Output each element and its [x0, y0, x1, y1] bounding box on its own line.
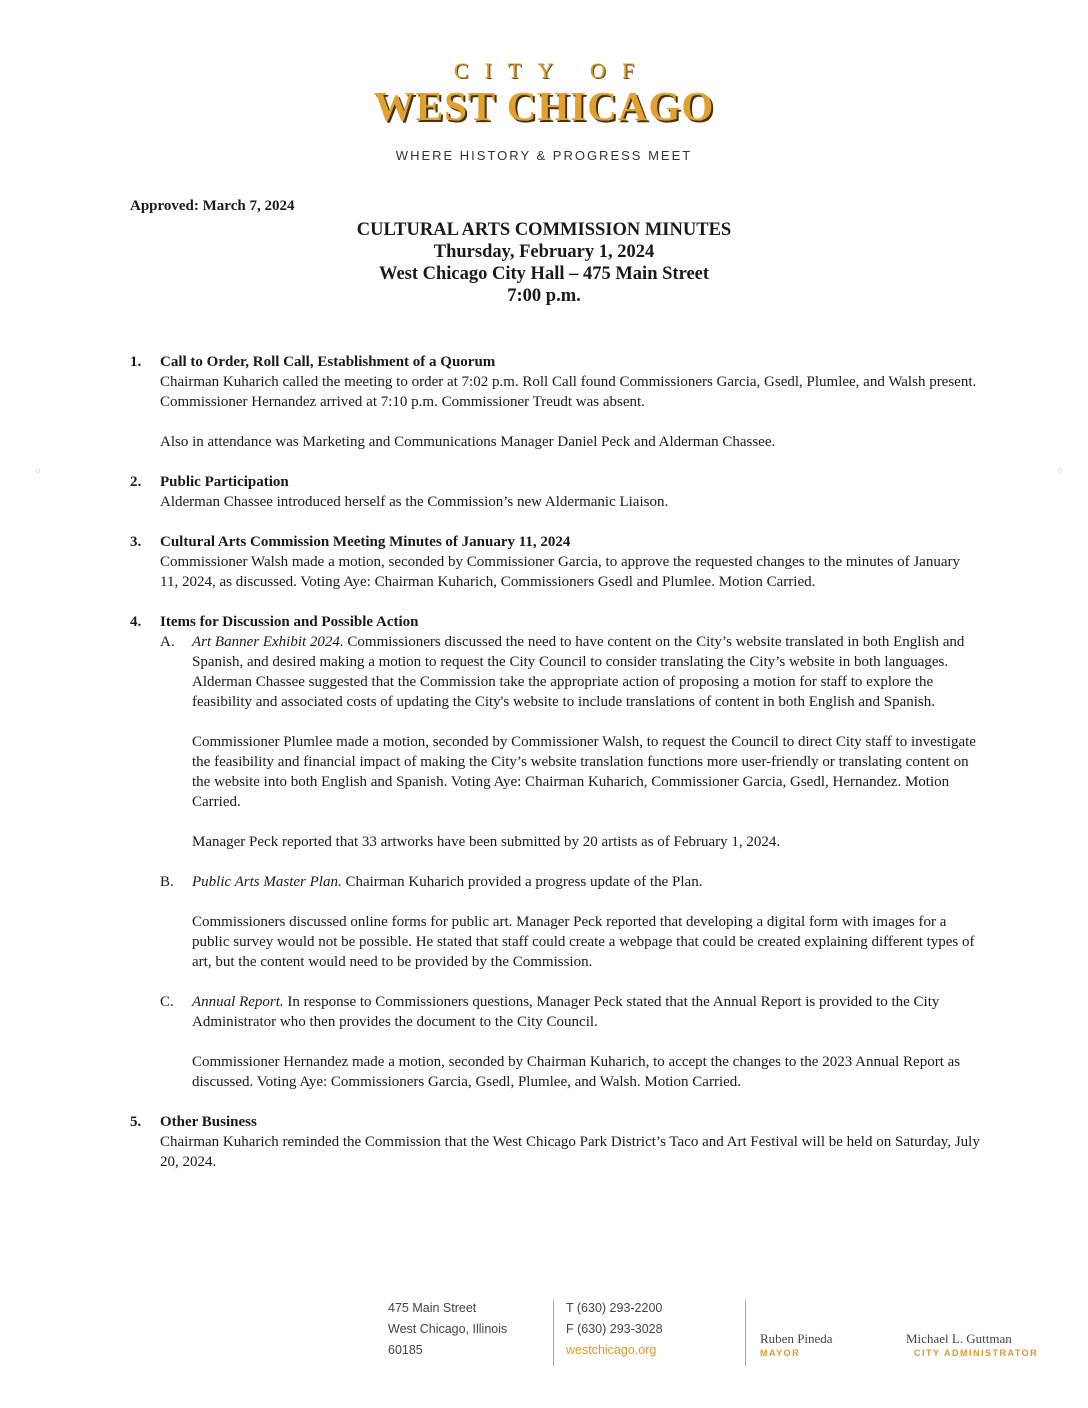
footer-address [388, 1298, 507, 1361]
section-title: Call to Order, Roll Call, Establishment of a Quorum [160, 354, 496, 370]
item-paragraph [192, 872, 980, 892]
section-number: 3. [130, 534, 142, 550]
section-call-to-order [130, 352, 980, 452]
section-meeting-minutes [130, 532, 980, 592]
footer-administrator [906, 1331, 1038, 1358]
website-link[interactable]: westchicago.org [566, 1343, 657, 1357]
logo-city-name: WEST CHICAGO [373, 83, 715, 129]
footer-divider [745, 1300, 746, 1366]
logo-tagline: WHERE HISTORY & PROGRESS MEET [395, 148, 693, 163]
letterhead-footer [0, 1298, 1088, 1378]
administrator-name: Michael L. Guttman [906, 1331, 1012, 1346]
document-title: CULTURAL ARTS COMMISSION MINUTES [356, 220, 732, 240]
mayor-title: MAYOR [760, 1348, 801, 1358]
section-paragraph: Also in attendance was Marketing and Communications Manager Daniel Peck and Alderman Chassee. [160, 434, 776, 450]
section-paragraph: Chairman Kuharich reminded the Commission that the West Chicago Park District’s Taco and Art Festival will be held on Saturday, July 20, 2024. [160, 1134, 980, 1170]
city-logo [0, 58, 1088, 163]
fax-number: F (630) 293-3028 [566, 1322, 663, 1336]
minutes-body [130, 352, 980, 1192]
margin-mark-left: ⁘ [34, 466, 42, 476]
section-title: Cultural Arts Commission Meeting Minutes of January 11, 2024 [160, 534, 571, 550]
item-paragraph: Commissioners discussed online forms for public art. Manager Peck reported that developing a digital form with images for a public survey would not be possible. He stated that staff could create a webpage that could be created explaining different types of art, but the content would need to be provided by the Commission. [192, 914, 975, 970]
item-letter: C. [160, 994, 174, 1010]
item-heading: Annual Report. [192, 994, 284, 1010]
section-paragraph: Chairman Kuharich called the meeting to order at 7:02 p.m. Roll Call found Commissioners Garcia, Gsedl, Plumlee, and Walsh present. Commissioner Hernandez arrived at 7:10 p.m. Commissioner Treudt was absent. [160, 374, 977, 410]
section-title: Items for Discussion and Possible Action [160, 614, 419, 630]
section-number: 4. [130, 614, 142, 630]
item-text: In response to Commissioners questions, Manager Peck stated that the Annual Report is provided to the City Administrator who then provides the document to the City Council. [192, 994, 940, 1030]
item-paragraph [192, 632, 980, 712]
address-street: 475 Main Street [388, 1301, 477, 1315]
section-public-participation [130, 472, 980, 512]
item-text: Chairman Kuharich provided a progress update of the Plan. [345, 874, 703, 890]
item-paragraph: Manager Peck reported that 33 artworks have been submitted by 20 artists as of February 1, 2024. [192, 834, 781, 850]
section-title: Public Participation [160, 474, 289, 490]
logo-city-of: CITY OF [453, 58, 651, 83]
section-paragraph: Alderman Chassee introduced herself as the Commission’s new Aldermanic Liaison. [160, 494, 669, 510]
section-number: 2. [130, 474, 142, 490]
administrator-title: CITY ADMINISTRATOR [914, 1348, 1039, 1358]
item-heading: Public Arts Master Plan. [192, 874, 342, 890]
meeting-date: Thursday, February 1, 2024 [433, 242, 655, 262]
section-paragraph: Commissioner Walsh made a motion, seconded by Commissioner Garcia, to approve the requested changes to the minutes of January 11, 2024, as discussed. Voting Aye: Chairman Kuharich, Commissioners Gsedl and Plumlee. Motion Carried. [160, 554, 960, 590]
section-items-for-discussion [130, 612, 980, 1092]
margin-mark-right: ⁘ [1056, 466, 1064, 476]
footer-mayor [760, 1331, 833, 1358]
item-paragraph: Commissioner Plumlee made a motion, seconded by Commissioner Walsh, to request the Council to direct City staff to investigate the feasibility and financial impact of making the City’s website translation functions more user-friendly or translating content on the website into both English and Spanish. Voting Aye: Chairman Kuharich, Commissioner Garcia, Gsedl, Hernandez. Motion Carried. [192, 734, 976, 810]
item-heading: Art Banner Exhibit 2024. [192, 634, 344, 650]
footer-contact [566, 1298, 663, 1361]
footer-divider [553, 1300, 554, 1366]
item-letter: B. [160, 874, 174, 890]
item-paragraph: Commissioner Hernandez made a motion, seconded by Chairman Kuharich, to accept the changes to the 2023 Annual Report as discussed. Voting Aye: Commissioners Garcia, Gsedl, Plumlee, and Walsh. Motion Carried. [192, 1054, 961, 1090]
meeting-location: West Chicago City Hall – 475 Main Street [378, 264, 710, 284]
item-public-arts-master-plan [160, 872, 980, 972]
section-other-business [130, 1112, 980, 1172]
section-number: 5. [130, 1114, 142, 1130]
section-title: Other Business [160, 1114, 257, 1130]
item-letter: A. [160, 634, 175, 650]
item-art-banner-exhibit [160, 632, 980, 852]
address-city: West Chicago, Illinois [388, 1322, 508, 1336]
mayor-name: Ruben Pineda [760, 1331, 833, 1346]
meeting-time: 7:00 p.m. [507, 286, 581, 306]
phone-number: T (630) 293-2200 [566, 1301, 663, 1315]
item-paragraph [192, 992, 980, 1032]
document-header [0, 219, 1088, 307]
item-text: Commissioners discussed the need to have content on the City’s website translated in both English and Spanish, and desired making a motion to request the City Council to consider translating the City’s website in both languages. Alderman Chassee suggested that the Commission take the appropriate action of proposing a motion for staff to explore the feasibility and associated costs of updating the City's website to include translations of content in both English and Spanish. [192, 634, 965, 710]
section-number: 1. [130, 354, 142, 370]
item-annual-report [160, 992, 980, 1092]
approved-date: Approved: March 7, 2024 [130, 198, 295, 214]
address-zip: 60185 [388, 1343, 423, 1357]
